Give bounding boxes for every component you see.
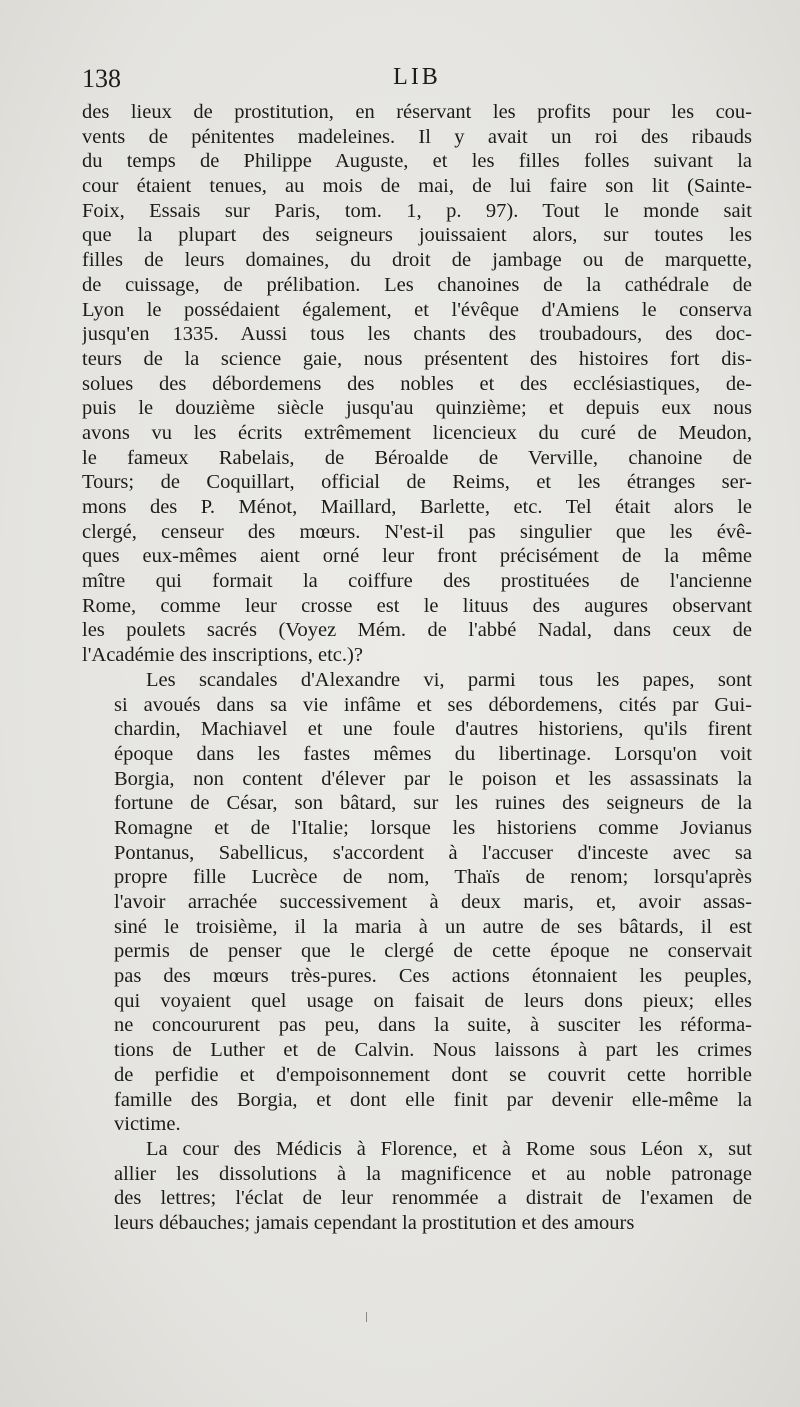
text-line: ne concoururent pas peu, dans la suite, à susciter les réforma-: [114, 1014, 752, 1037]
text-line: permis de penser que le clergé de cette époque ne conservait: [114, 940, 752, 963]
text-line: filles de leurs domaines, du droit de jambage ou de marquette,: [82, 249, 752, 272]
text-line: mons des P. Ménot, Maillard, Barlette, etc. Tel était alors le: [82, 496, 752, 518]
text-line: l'avoir arrachée successivement à deux maris, et, avoir assas-: [114, 891, 752, 913]
text-line: pas des mœurs très-pures. Ces actions étonnaient les peuples,: [114, 965, 752, 988]
text-line: du temps de Philippe Auguste, et les filles folles suivant la: [82, 150, 752, 173]
text-line: Les scandales d'Alexandre vi, parmi tous les papes, sont: [146, 668, 752, 691]
text-line: qui voyaient quel usage on faisait de leurs dons pieux; elles: [114, 989, 752, 1012]
text-line: Pontanus, Sabellicus, s'accordent à l'accuser d'inceste avec sa: [114, 841, 752, 864]
printer-mark: [366, 1312, 367, 1322]
text-line: Rome, comme leur crosse est le lituus des augures observant: [82, 594, 752, 617]
text-line: avons vu les écrits extrêmement licencieux du curé de Meudon,: [82, 421, 752, 444]
text-line: clergé, censeur des mœurs. N'est-il pas singulier que les évê-: [82, 520, 752, 543]
text-line: allier les dissolutions à la magnificence et au noble patronage: [114, 1162, 752, 1185]
page-header: [82, 64, 752, 98]
text-line: Borgia, non content d'élever par le poison et les assassinats la: [114, 767, 752, 790]
text-line: le fameux Rabelais, de Béroalde de Verville, chanoine de: [82, 446, 752, 469]
text-line: puis le douzième siècle jusqu'au quinzième; et depuis eux nous: [82, 397, 752, 420]
text-line: époque dans les fastes mêmes du libertinage. Lorsqu'on voit: [114, 742, 752, 765]
page-number: 138: [82, 64, 121, 93]
text-line: Foix, Essais sur Paris, tom. 1, p. 97). Tout le monde sait: [82, 199, 752, 222]
text-line: tions de Luther et de Calvin. Nous laissons à part les crimes: [114, 1039, 752, 1062]
text-line: de perfidie et d'empoisonnement dont se couvrit cette horrible: [114, 1063, 752, 1086]
text-line: cour étaient tenues, au mois de mai, de lui faire son lit (Sainte-: [82, 175, 752, 198]
paragraph: [82, 100, 752, 668]
text-line: propre fille Lucrèce de nom, Thaïs de renom; lorsqu'après: [114, 866, 752, 889]
text-line: siné le troisième, il la maria à un autre de ses bâtards, il est: [114, 915, 752, 938]
text-line: mître qui formait la coiffure des prostituées de l'ancienne: [82, 570, 752, 593]
text-line: de cuissage, de prélibation. Les chanoines de la cathédrale de: [82, 273, 752, 296]
text-line: victime.: [114, 1113, 181, 1136]
text-line: des lettres; l'éclat de leur renommée a distrait de l'examen de: [114, 1187, 752, 1210]
text-line: l'Académie des inscriptions, etc.)?: [82, 644, 363, 667]
text-line: teurs de la science gaie, nous présentent des histoires fort dis-: [82, 347, 752, 370]
text-line: si avoués dans sa vie infâme et ses débordemens, cités par Gui-: [114, 693, 752, 716]
text-line: vents de pénitentes madeleines. Il y avait un roi des ribauds: [82, 125, 752, 148]
text-line: fortune de César, son bâtard, sur les ruines des seigneurs de la: [114, 792, 752, 815]
text-line: les poulets sacrés (Voyez Mém. de l'abbé Nadal, dans ceux de: [82, 619, 752, 642]
text-line: famille des Borgia, et dont elle finit par devenir elle-même la: [114, 1088, 752, 1111]
text-line: La cour des Médicis à Florence, et à Rome sous Léon x, sut: [146, 1137, 752, 1160]
text-line: jusqu'en 1335. Aussi tous les chants des troubadours, des doc-: [82, 323, 752, 346]
text-line: des lieux de prostitution, en réservant les profits pour les cou-: [82, 101, 752, 123]
paragraph: [82, 668, 752, 1137]
running-head: LIB: [393, 64, 441, 90]
text-line: Lyon le possédaient également, et l'évêque d'Amiens le conserva: [82, 298, 752, 321]
text-line: Tours; de Coquillart, official de Reims, et les étranges ser-: [82, 471, 752, 494]
text-line: que la plupart des seigneurs jouissaient alors, sur toutes les: [82, 224, 752, 247]
text-line: Romagne et de l'Italie; lorsque les historiens comme Jovianus: [114, 816, 752, 839]
text-line: ques eux-mêmes aient orné leur front précisément de la même: [82, 545, 752, 568]
text-line: solues des débordemens des nobles et des ecclésiastiques, de-: [82, 372, 752, 395]
body-text: [82, 100, 752, 1236]
paragraph: [82, 1137, 752, 1236]
text-line: leurs débauches; jamais cependant la prostitution et des amours: [114, 1211, 635, 1234]
text-line: chardin, Machiavel et une foule d'autres historiens, qu'ils firent: [114, 718, 752, 741]
